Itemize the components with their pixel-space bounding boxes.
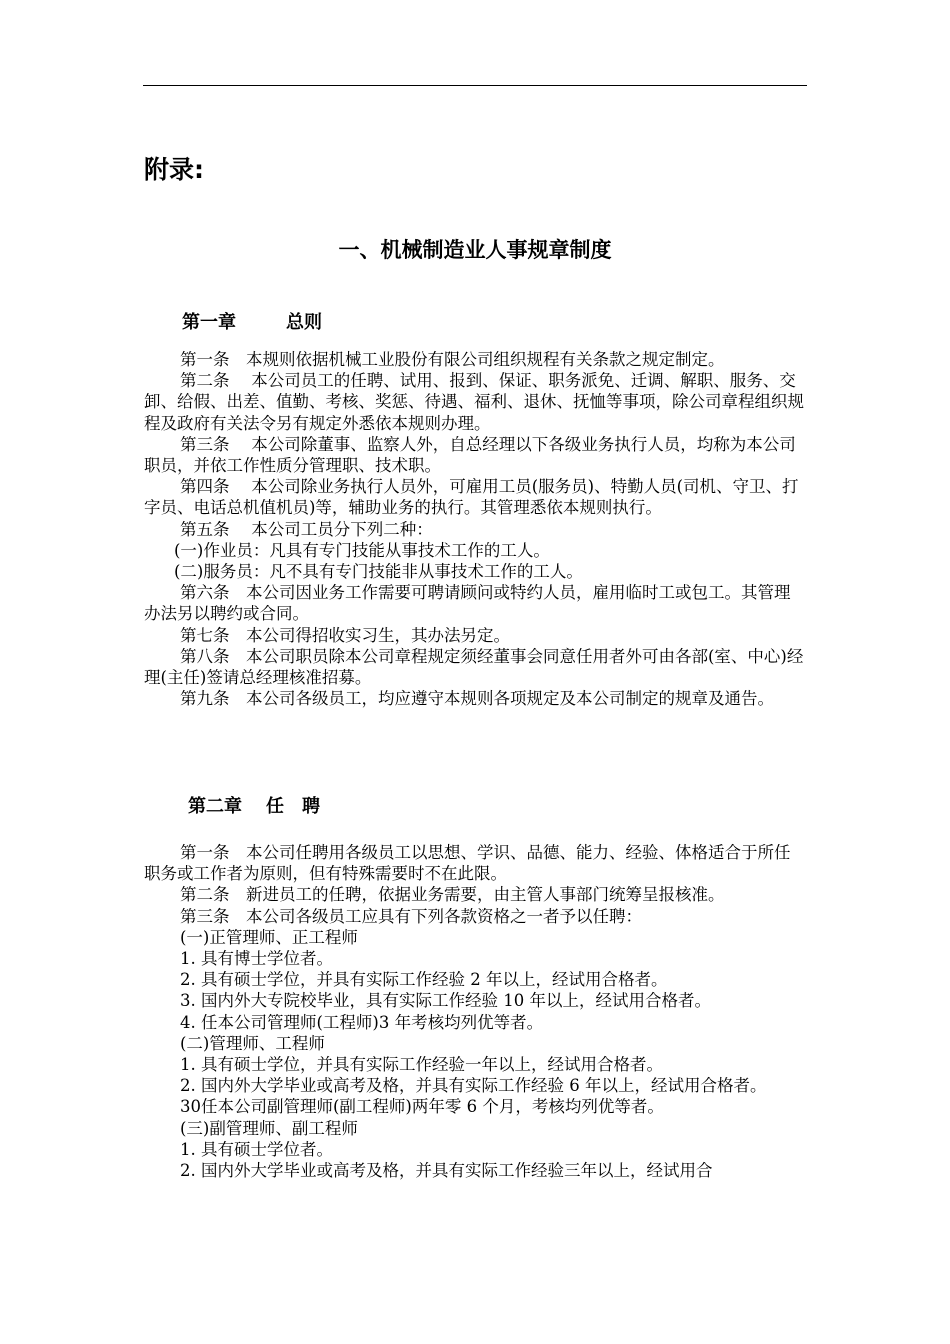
article: 第四条 本公司除业务执行人员外，可雇用工员(服务员)、特勤人员(司机、守卫、打字员、电话总机值机员)等，辅助业务的执行。其管理悉依本规则执行。 (144, 477, 799, 518)
list-item: (二)服务员：凡不具有专门技能非从事技术工作的工人。 (174, 562, 583, 582)
document-title: 一、机械制造业人事规章制度 (338, 238, 612, 262)
list-item: (二)管理师、工程师 (180, 1033, 325, 1053)
chapter-number: 第一章 (182, 312, 236, 333)
appendix-heading: 附录: (144, 155, 204, 184)
list-item: (一)正管理师、正工程师 (180, 927, 358, 947)
article: 第一条 本公司任聘用各级员工以思想、学识、品德、能力、经验、体格适合于所任职务或工作者为原则，但有特殊需要时不在此限。 (144, 843, 791, 884)
article: 第五条 本公司工员分下列二种： (180, 519, 433, 539)
list-item: (三)副管理师、副工程师 (180, 1118, 358, 1138)
list-item: (一)作业员：凡具有专门技能从事技术工作的工人。 (174, 540, 550, 560)
chapter-1-body (144, 349, 806, 709)
list-item: 4. 任本公司管理师(工程师)3 年考核均列优等者。 (180, 1012, 544, 1032)
list-item: 1. 具有硕士学位，并具有实际工作经验一年以上，经试用合格者。 (180, 1055, 663, 1075)
list-item: 30任本公司副管理师(副工程师)两年零 6 个月，考核均列优等者。 (180, 1097, 664, 1117)
chapter-number: 第二章 (188, 796, 242, 817)
article: 第八条 本公司职员除本公司章程规定须经董事会同意任用者外可由各部(室、中心)经理(主任)签请总经理核准招募。 (144, 646, 804, 688)
article: 第二条 新进员工的任聘，依据业务需要，由主管人事部门统筹呈报核准。 (180, 885, 725, 905)
chapter-name: 总则 (286, 312, 322, 333)
chapter-2-body (144, 842, 806, 1181)
list-item: 2. 具有硕士学位，并具有实际工作经验 2 年以上，经试用合格者。 (180, 970, 668, 990)
header-rule (143, 85, 807, 86)
list-item: 1. 具有博士学位者。 (180, 949, 333, 969)
article: 第七条 本公司得招收实习生，其办法另定。 (180, 625, 510, 645)
article: 第六条 本公司因业务工作需要可聘请顾问或特约人员，雇用临时工或包工。其管理办法另以聘约或合同。 (144, 583, 791, 624)
article: 第二条 本公司员工的任聘、试用、报到、保证、职务派免、迁调、解职、服务、交卸、给假、出差、值勤、考核、奖惩、待遇、福利、退休、抚恤等事项，除公司章程组织规程及政府有关法令另有规定外悉依本规则办理。 (144, 371, 804, 433)
article: 第三条 本公司除董事、监察人外，自总经理以下各级业务执行人员，均称为本公司职员，并依工作性质分管理职、技术职。 (144, 434, 796, 476)
list-item: 3. 国内外大专院校毕业，具有实际工作经验 10 年以上，经试用合格者。 (180, 991, 711, 1011)
article: 第九条 本公司各级员工，均应遵守本规则各项规定及本公司制定的规章及通告。 (180, 689, 774, 709)
chapter-name: 任 聘 (266, 796, 320, 817)
list-item: 2. 国内外大学毕业或高考及格，并具有实际工作经验 6 年以上，经试用合格者。 (180, 1076, 767, 1096)
chapter-2-heading (188, 792, 320, 818)
list-item: 1. 具有硕士学位者。 (180, 1139, 333, 1159)
article: 第三条 本公司各级员工应具有下列各款资格之一者予以任聘： (180, 906, 642, 926)
article: 第一条 本规则依据机械工业股份有限公司组织规程有关条款之规定制定。 (180, 350, 725, 369)
chapter-1-heading (182, 308, 322, 334)
list-item: 2. 国内外大学毕业或高考及格，并具有实际工作经验三年以上，经试用合 (180, 1161, 713, 1181)
